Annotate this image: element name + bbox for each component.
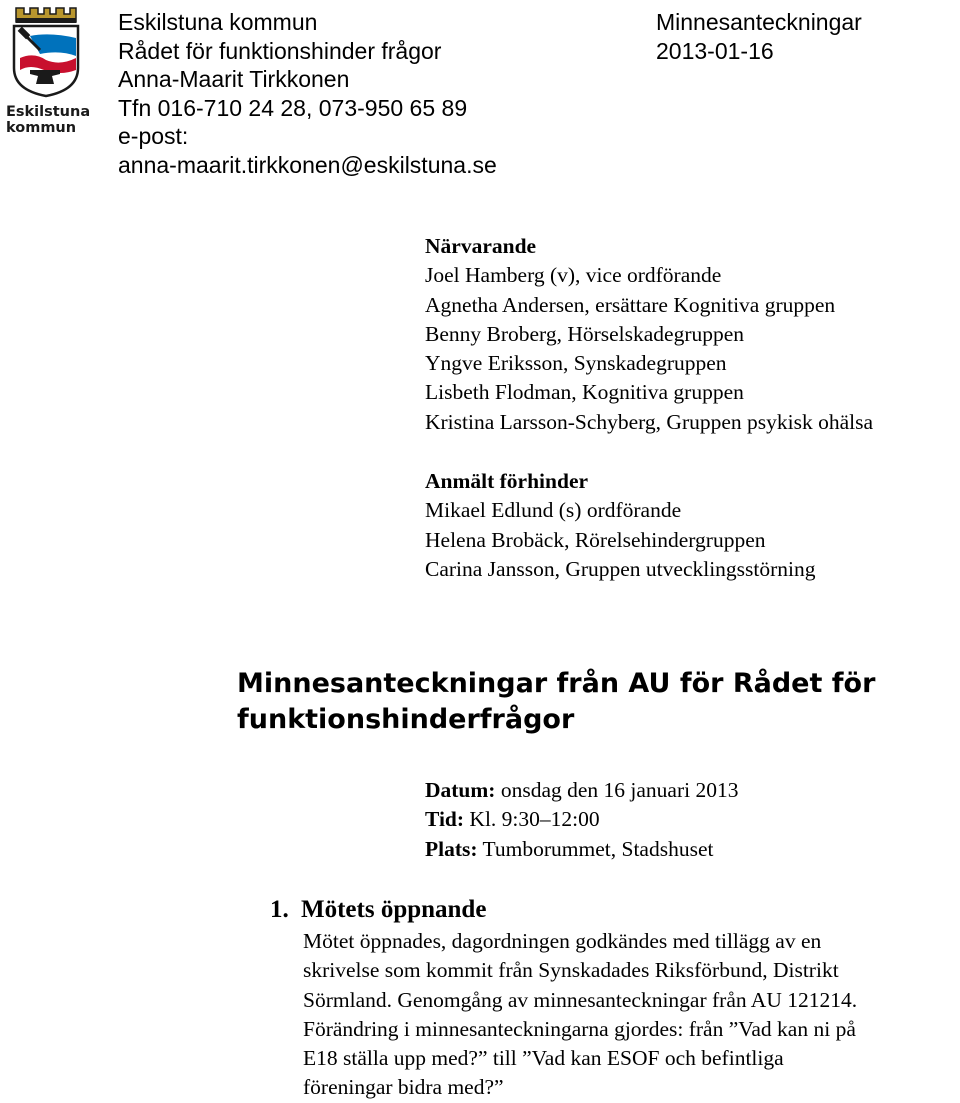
email-label: e-post: bbox=[118, 123, 189, 149]
agenda-item-number: 1. bbox=[270, 896, 289, 923]
absentees-heading: Anmält förhinder bbox=[425, 469, 589, 493]
meeting-place-row bbox=[425, 835, 739, 864]
email-address[interactable]: anna-maarit.tirkkonen@eskilstuna.se bbox=[118, 151, 497, 178]
org-name: Eskilstuna kommun bbox=[118, 9, 318, 35]
attendee: Lisbeth Flodman, Kognitiva gruppen bbox=[425, 380, 744, 405]
meeting-date-label: Datum: bbox=[425, 778, 496, 802]
logo-line-1: Eskilstuna bbox=[6, 104, 91, 120]
attendee: Yngve Eriksson, Synskadegruppen bbox=[425, 351, 727, 376]
title-line-1: Minnesanteckningar från AU för Rådet för bbox=[237, 668, 876, 699]
meeting-time-label: Tid: bbox=[425, 807, 465, 832]
meeting-place-value: Tumborummet, Stadshuset bbox=[477, 836, 714, 861]
contact-phone: Tfn 016-710 24 28, 073-950 65 89 bbox=[118, 94, 468, 121]
agenda-item-body bbox=[303, 927, 857, 1103]
attendee: Joel Hamberg (v), vice ordförande bbox=[425, 263, 722, 288]
attendees-section bbox=[425, 232, 873, 437]
agenda-item-title: Mötets öppnande bbox=[301, 896, 487, 923]
logo-line-2: kommun bbox=[6, 120, 77, 136]
paragraph-line: Förändring i minnesanteckningarna gjordes: från ”Vad kan ni på bbox=[303, 1016, 856, 1041]
title-line-2: funktionshinderfrågor bbox=[237, 704, 575, 735]
absentee: Carina Jansson, Gruppen utvecklingsstörning bbox=[425, 556, 816, 581]
document-date: 2013-01-16 bbox=[656, 37, 774, 64]
attendee: Benny Broberg, Hörselskadegruppen bbox=[425, 321, 745, 346]
meeting-info bbox=[425, 776, 739, 864]
absentees-section bbox=[425, 467, 816, 584]
coat-of-arms-icon bbox=[10, 6, 82, 98]
document-type: Minnesanteckningar bbox=[656, 9, 862, 35]
logo-wordmark bbox=[6, 104, 91, 136]
meeting-date-row bbox=[425, 776, 739, 805]
attendees-heading: Närvarande bbox=[425, 234, 537, 258]
meeting-time-row bbox=[425, 805, 739, 834]
meeting-time-value: Kl. 9:30–12:00 bbox=[464, 807, 600, 832]
agenda-item-heading bbox=[270, 895, 486, 925]
meeting-place-label: Plats: bbox=[425, 836, 478, 861]
document-title bbox=[237, 666, 875, 738]
paragraph-line: Mötet öppnades, dagordningen godkändes med tillägg av en bbox=[303, 929, 822, 953]
paragraph-line: föreningar bidra med?” bbox=[303, 1075, 504, 1100]
absentee: Helena Brobäck, Rörelsehindergruppen bbox=[425, 527, 766, 552]
attendee: Kristina Larsson-Schyberg, Gruppen psykisk ohälsa bbox=[425, 409, 874, 434]
sender-info bbox=[118, 8, 497, 179]
council-name: Rådet för funktionshinder frågor bbox=[118, 37, 442, 64]
attendee: Agnetha Andersen, ersättare Kognitiva gruppen bbox=[425, 292, 836, 317]
paragraph-line: Sörmland. Genomgång av minnesanteckningar från AU 121214. bbox=[303, 987, 858, 1012]
meeting-date-value: onsdag den 16 januari 2013 bbox=[495, 778, 739, 802]
absentee: Mikael Edlund (s) ordförande bbox=[425, 498, 682, 523]
contact-person: Anna-Maarit Tirkkonen bbox=[118, 66, 350, 92]
paragraph-line: E18 ställa upp med?” till ”Vad kan ESOF och befintliga bbox=[303, 1046, 784, 1071]
document-meta bbox=[656, 8, 862, 65]
municipality-logo bbox=[6, 6, 91, 140]
paragraph-line: skrivelse som kommit från Synskadades Riksförbund, Distrikt bbox=[303, 958, 839, 983]
